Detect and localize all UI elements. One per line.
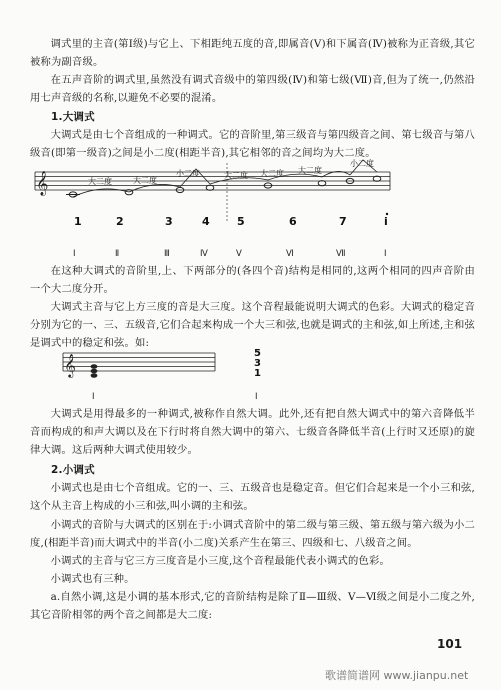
chord-staff — [63, 353, 215, 371]
interval-label: 小二度 — [176, 169, 200, 178]
note-head — [91, 373, 98, 378]
note-head — [91, 364, 98, 369]
heading-minor-mode: 2.小调式 — [51, 464, 95, 476]
page-number: 101 — [437, 637, 463, 651]
degree-label: Ⅰ — [384, 249, 387, 259]
paragraph-natural-minor: a.自然小调,这是小调的基本形式,它的音阶结构是除了Ⅱ—Ⅲ级、Ⅴ—Ⅵ级之间是小二度之外,其它音阶相邻的两个音之间都是大二度: — [30, 591, 475, 621]
degree-row — [73, 249, 387, 259]
degree-label: Ⅰ — [73, 249, 76, 259]
octave-dot — [386, 213, 388, 215]
interval-label: 大二度 — [88, 177, 112, 186]
chord-jianpu-stack — [254, 348, 261, 379]
degree-label: Ⅳ — [200, 249, 208, 259]
degree-label: Ⅴ — [236, 249, 242, 259]
jianpu-number: 3 — [254, 358, 261, 369]
jianpu-number: 2 — [116, 215, 124, 228]
paragraph-major-color: 大调式主音与它上方三度的音是大三度。这个音程最能说明大调式的色彩。大调式的稳定音分别为它的一、三、五级音,它们合起来构成一个大三和弦,也就是调式的主和弦,如上所述,主和弦是调式中的稳定和弦。如: — [30, 301, 475, 349]
interval-label: 小二度 — [350, 159, 374, 168]
paragraph-three-kinds: 小调式也有三种。 — [50, 573, 135, 585]
degree-label: Ⅱ — [115, 249, 120, 259]
paragraph-minor-third: 小调式的主音与它三方三度音是小三度,这个音程最能代表小调式的色彩。 — [50, 555, 390, 567]
paragraph-pentatonic: 在五声音阶的调式里,虽然没有调式音级中的第四级(Ⅳ)和第七级(Ⅶ)音,但为了统一,仍然沿用七声音级的名称,以避免不必要的混淆。 — [30, 74, 475, 104]
jianpu-number: 4 — [202, 215, 210, 228]
degree-label: Ⅰ — [92, 392, 95, 402]
jianpu-number: 6 — [289, 215, 297, 228]
treble-clef-icon: 𝄞 — [64, 353, 76, 377]
paragraph-minor-definition: 小调式也是由七个音组成。它的一、三、五级音也是稳定音。但它们合起来是一个小三和弦,这个从主音上构成的小三和弦,叫小调的主和弦。 — [30, 482, 475, 512]
interval-label: 大二度 — [298, 166, 322, 175]
paragraph-major-definition: 大调式是由七个音组成的一种调式。它的音阶里,第三级音与第四级音之间、第七级音与第八级音(即第一级音)之间是小二度(相距半音),其它相邻的音之间均为大二度。 — [30, 129, 475, 159]
paragraph-tetrachord: 在这种大调式的音阶里,上、下两部分的(各四个音)结构是相同的,这两个相同的四声音阶由一个大二度分开。 — [30, 265, 475, 295]
treble-clef-icon: 𝄞 — [36, 171, 49, 195]
jianpu-number: i — [384, 215, 388, 228]
chord-notes — [91, 364, 98, 378]
jianpu-row — [74, 215, 388, 228]
interval-label: 大二度 — [260, 169, 284, 178]
jianpu-number: 1 — [254, 368, 261, 379]
jianpu-number: 5 — [237, 215, 245, 228]
heading-major-mode: 1.大调式 — [51, 111, 95, 123]
jianpu-number: 5 — [254, 348, 261, 359]
jianpu-number: 7 — [339, 215, 347, 228]
degree-label: Ⅶ — [336, 249, 346, 259]
watermark: 歌谱简谱网 www.jianpu.net — [325, 669, 469, 682]
paragraph-minor-vs-major: 小调式的音阶与大调式的区别在于:小调式音阶中的第二级与第三级、第五级与第六级为小二度,(相距半音)而大调式中的半音(小二度)关系产生在第三、四级和七、八级音之间。 — [30, 519, 475, 549]
degree-label: Ⅲ — [164, 249, 170, 259]
note-head — [91, 369, 98, 374]
degree-label: Ⅵ — [286, 249, 294, 259]
interval-label: 大二度 — [224, 171, 248, 180]
jianpu-number: 1 — [74, 215, 82, 228]
paragraph-primary-degrees: 调式里的主音(第Ⅰ级)与它上、下相距纯五度的音,即属音(Ⅴ)和下属音(Ⅳ)被称为正音级,其它被称为副音级。 — [30, 38, 475, 68]
degree-label: Ⅰ — [255, 392, 258, 402]
jianpu-number: 3 — [165, 215, 173, 228]
interval-label: 大二度 — [133, 176, 157, 185]
paragraph-natural-major: 大调式是用得最多的一种调式,被称作自然大调。此外,还有把自然大调式中的第六音降低半音而构成的和声大调以及在下行时将自然大调中的第六、七级音各降低半音(上行时又还原)的旋律大调。这后两种大调式使用较少。 — [30, 408, 475, 456]
